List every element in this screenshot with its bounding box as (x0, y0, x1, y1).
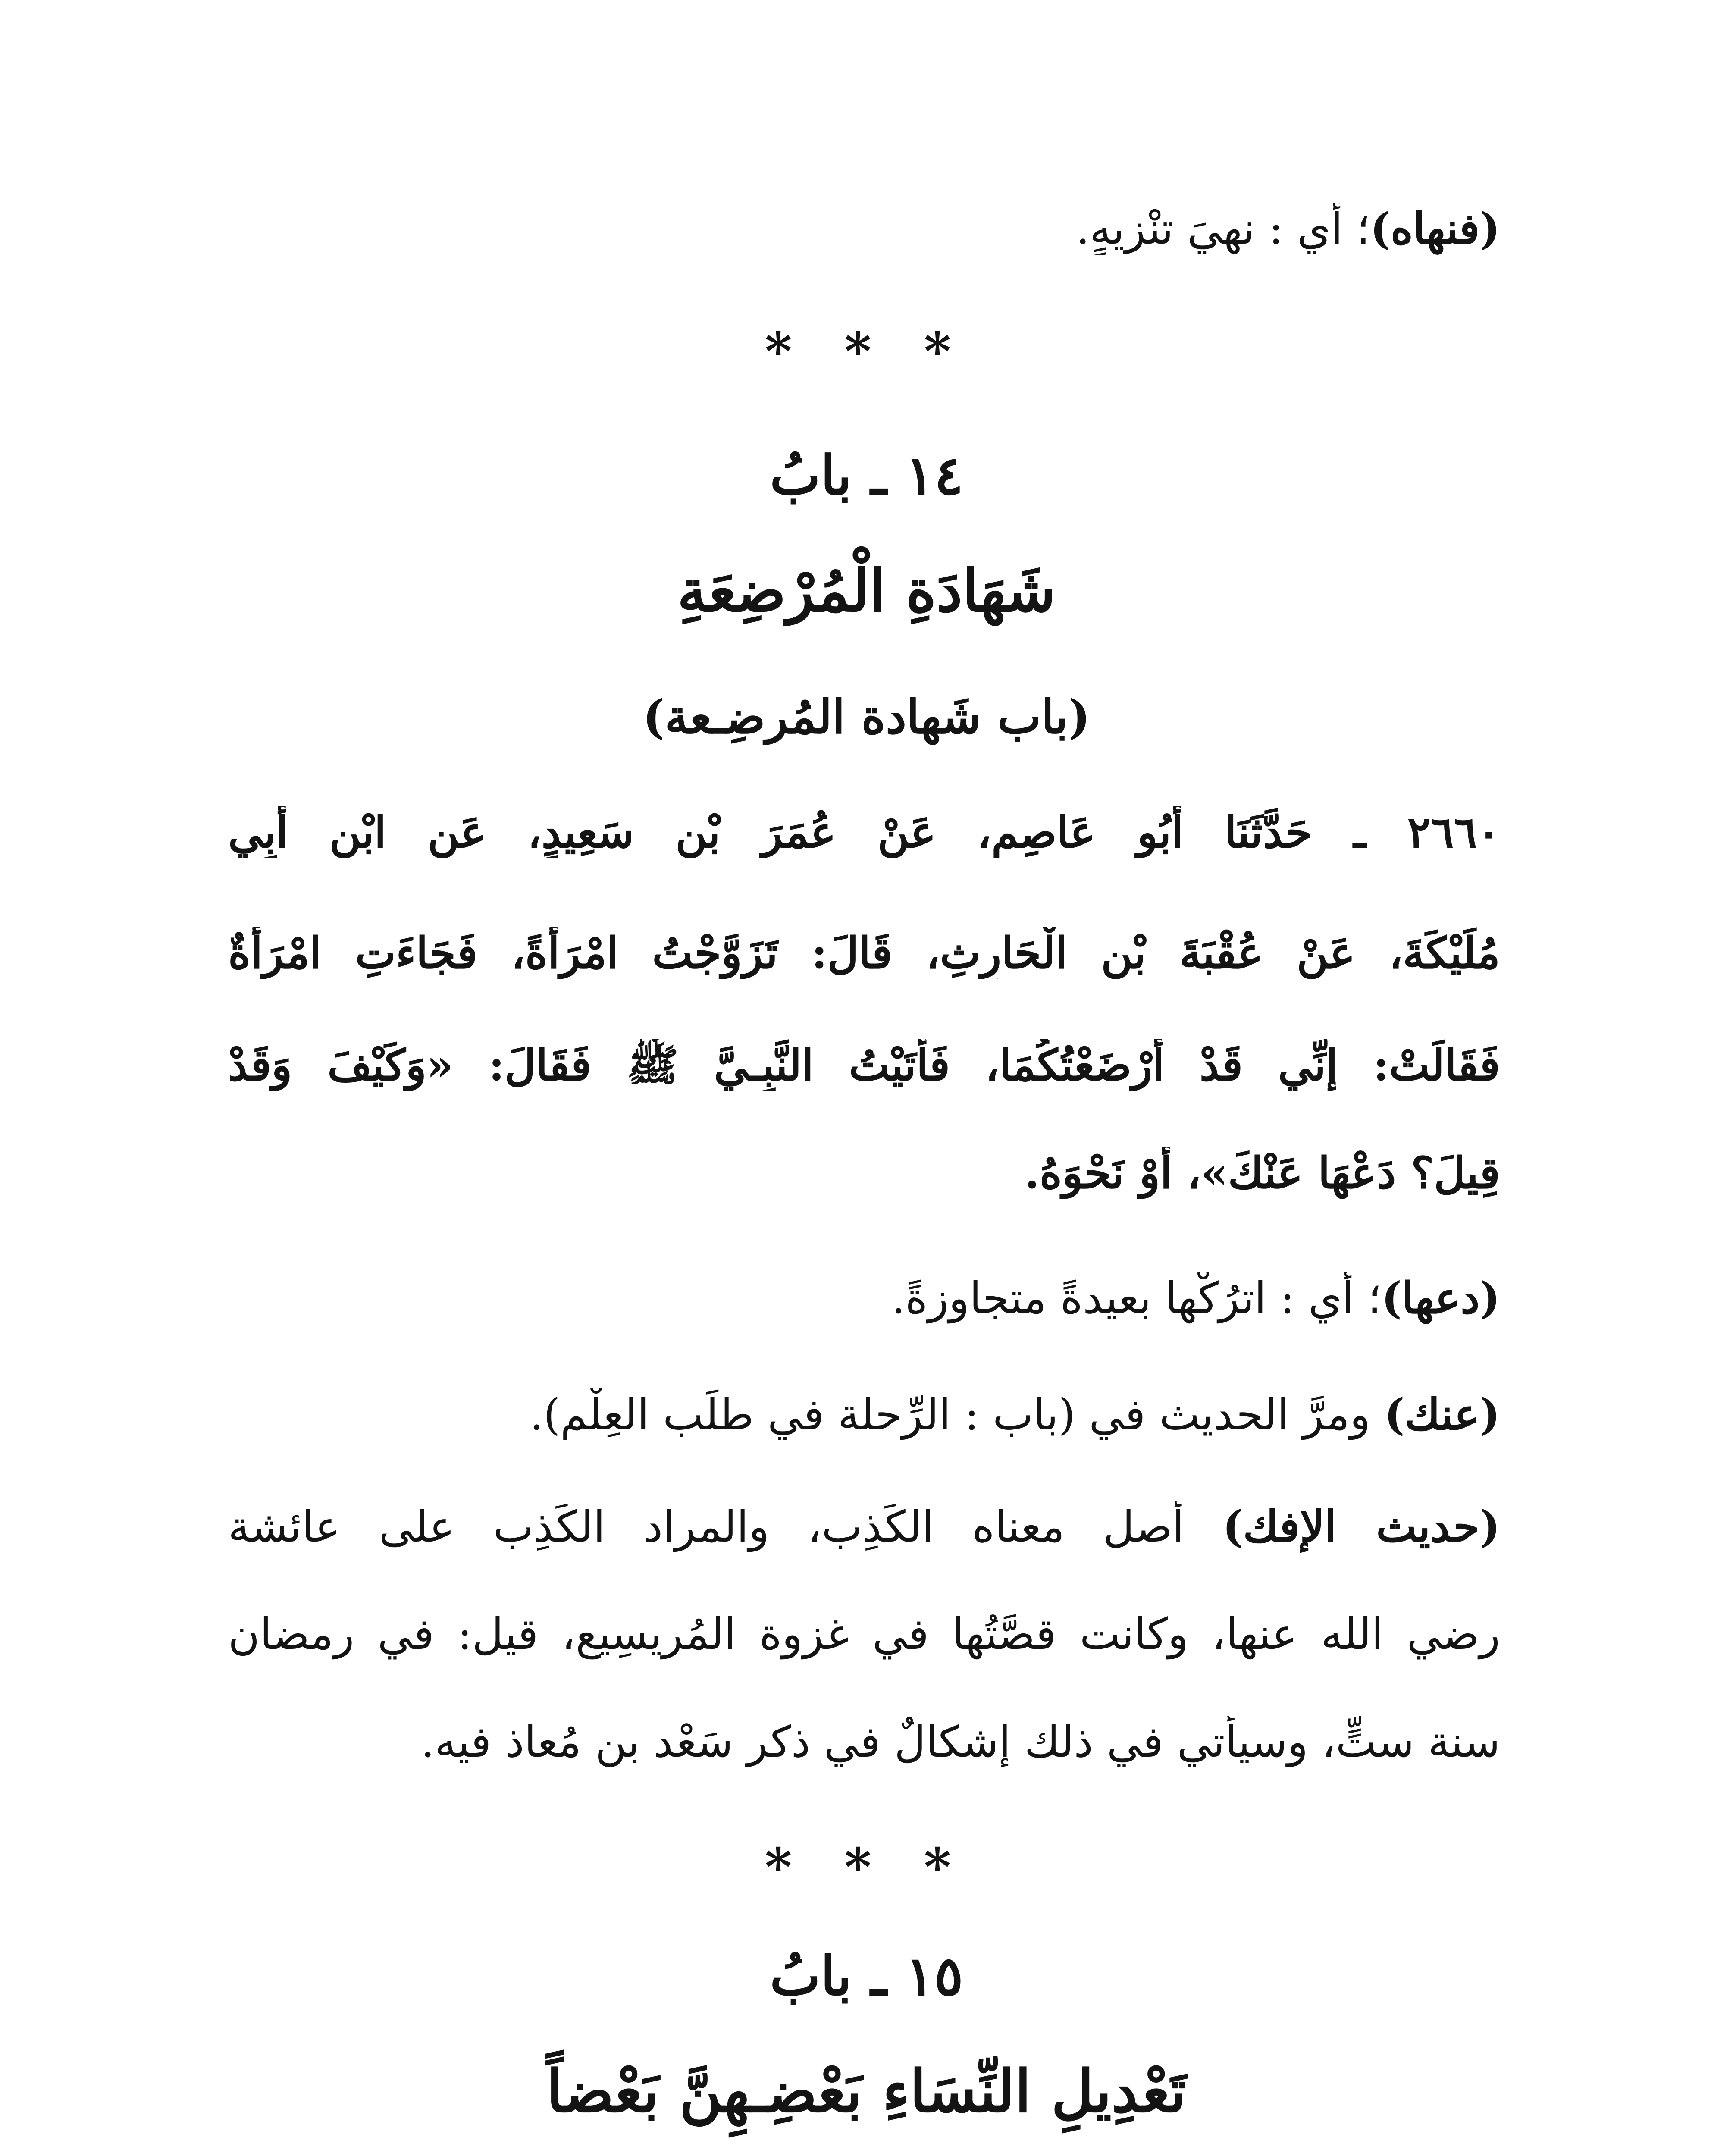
note-text: ؛ أي : نهيَ تنْزيهٍ. (1076, 204, 1370, 254)
note-term: (دعها) (1381, 1272, 1500, 1323)
note-term: (فنهاه) (1370, 203, 1500, 254)
hadith-line: فَقَالَتْ: إِنِّي قَدْ أَرْضَعْتُكُمَا، فَأَتَيْتُ النَّبِـيَّ ﷺ فَقَالَ: «وَكَيْفَ وَقَدْ (228, 1040, 1500, 1091)
commentary-paragraph-line: رضي الله عنها، وكانت قصَّتُها في غزوة المُريسِيع، قيل: في رمضان (228, 1609, 1500, 1659)
note-text: أصل معناه الكَذِب، والمراد الكَذِب على عائشة (228, 1501, 1223, 1552)
chapter-subtitle: (باب شَهادة المُرضِـعة) (642, 690, 1091, 744)
hadith-line: ٢٦٦٠ ـ حَدَّثَنَا أَبُو عَاصِمٍ، عَنْ عُمَرَ بْنِ سَعِيدٍ، عَنِ ابْنِ أَبِي (228, 807, 1500, 858)
note-text: ؛ أي : اترُكْها بعيدةً متجاوزةً. (891, 1273, 1382, 1323)
chapter-title: تَعْدِيلِ النِّسَاءِ بَعْضِـهِنَّ بَعْضاً (546, 2057, 1187, 2125)
commentary-paragraph-line: سنة ستٍّ، وسيأتي في ذلك إشكالٌ في ذكر سَعْد بن مُعاذ فيه. (421, 1717, 1500, 1767)
top-note (228, 203, 1500, 255)
chapter-title: شَهَادَةِ الْمُرْضِعَةِ (677, 556, 1056, 625)
hadith-line: قِيلَ؟ دَعْهَا عَنْكَ»، أَوْ نَحْوَهُ. (1024, 1147, 1500, 1198)
hadith-line: مُلَيْكَةَ، عَنْ عُقْبَةَ بْنِ الْحَارِثِ، قَالَ: تَزَوَّجْتُ امْرَأَةً، فَجَاءَتِ امْرَأَةٌ (228, 928, 1500, 978)
commentary-note (228, 1272, 1500, 1324)
commentary-note (228, 1388, 1500, 1441)
chapter-number: ١٤ ـ بابُ (770, 444, 963, 507)
commentary-paragraph-line (228, 1501, 1500, 1553)
note-term: (حديث الإفك) (1222, 1501, 1500, 1552)
note-term: (عنك) (1384, 1389, 1500, 1440)
separator-stars: * * * (765, 1837, 968, 1898)
chapter-number: ١٥ ـ بابُ (770, 1945, 963, 2008)
separator-stars: * * * (765, 321, 968, 382)
note-text: ومرَّ الحديث في (باب : الرِّحلة في طلَب العِلْم). (530, 1389, 1385, 1440)
